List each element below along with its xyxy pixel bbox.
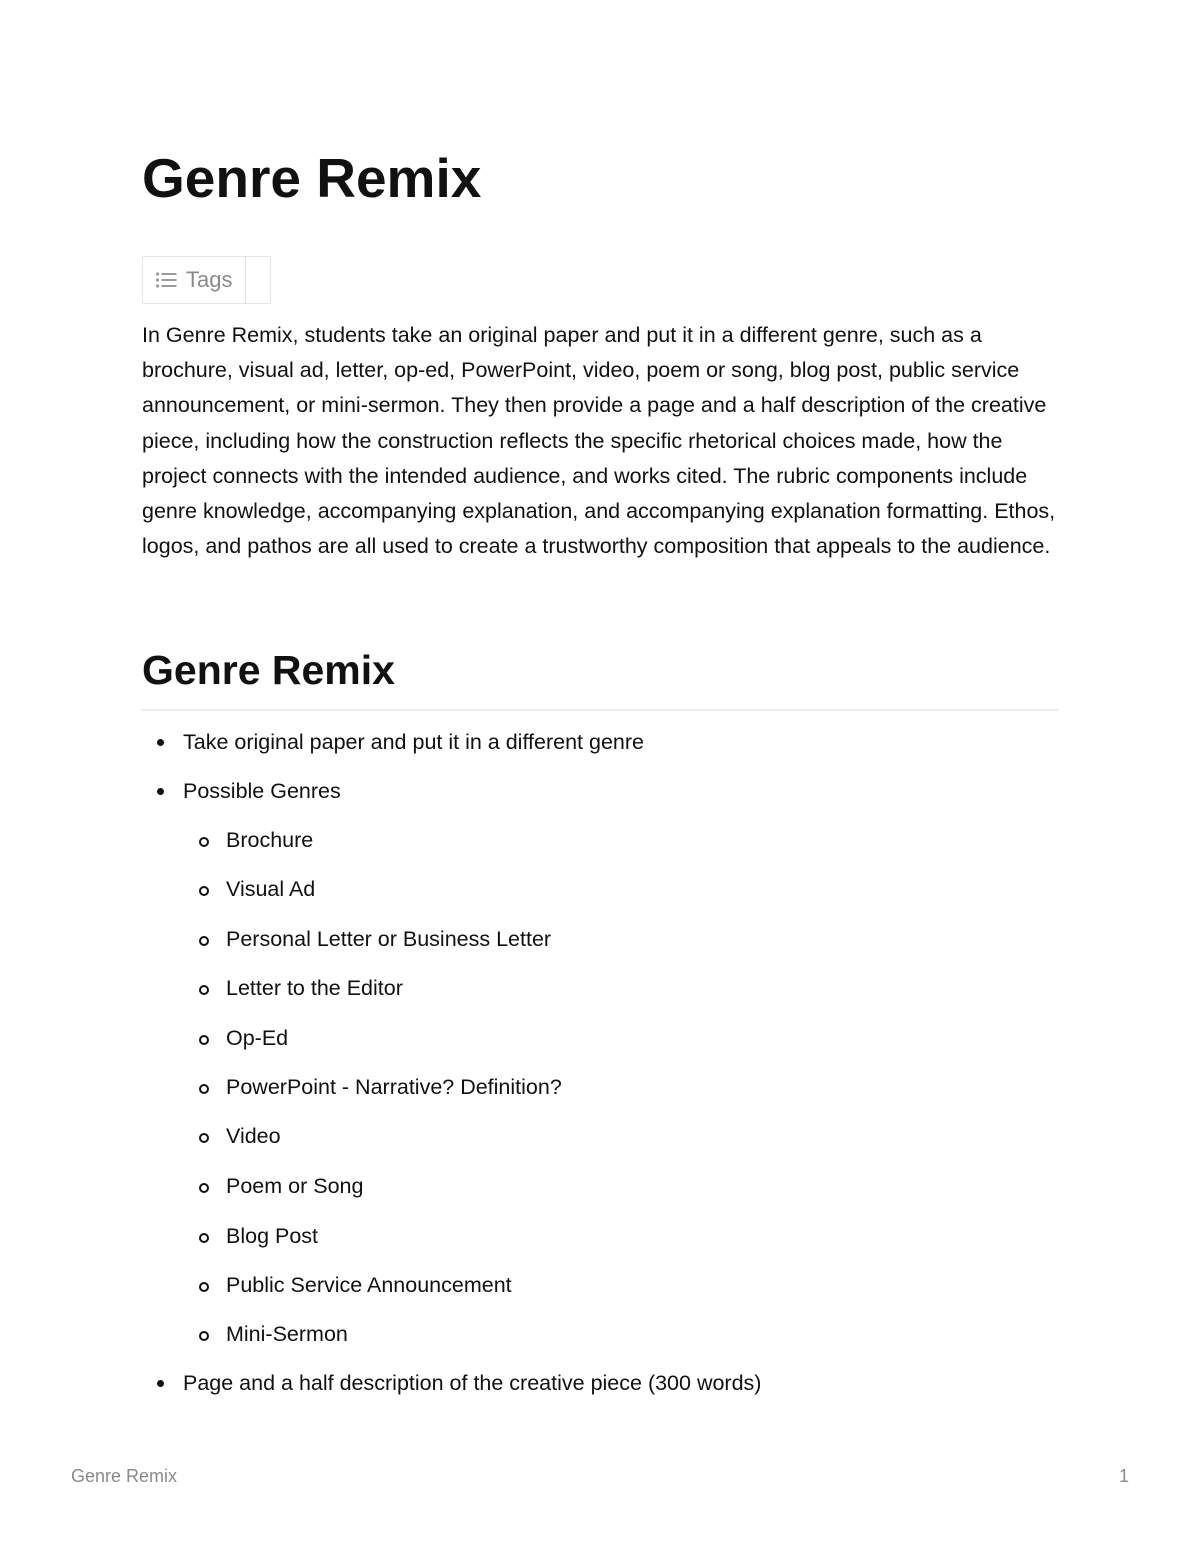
genre-list-item: Poem or Song (226, 1174, 364, 1198)
genre-list-item: Visual Ad (226, 877, 316, 901)
hollow-bullet-icon (199, 1133, 209, 1143)
section-heading: Genre Remix (142, 647, 395, 693)
hollow-bullet-icon (199, 837, 209, 847)
tags-property[interactable] (142, 256, 271, 304)
list-icon (155, 271, 177, 289)
bullet-icon (157, 739, 164, 746)
section-divider (142, 709, 1059, 711)
hollow-bullet-icon (199, 1282, 209, 1292)
list-item: Page and a half description of the creative piece (300 words) (183, 1371, 762, 1395)
genre-list-item: Letter to the Editor (226, 976, 403, 1000)
footer-title: Genre Remix (71, 1466, 178, 1486)
hollow-bullet-icon (199, 985, 209, 995)
genre-list-item: Public Service Announcement (226, 1273, 512, 1297)
hollow-bullet-icon (199, 1035, 209, 1045)
tags-value[interactable] (246, 257, 270, 303)
list-item: Possible Genres (183, 779, 341, 803)
bullet-icon (157, 1380, 164, 1387)
hollow-bullet-icon (199, 1183, 209, 1193)
genre-list-item: Brochure (226, 828, 314, 852)
bullet-icon (157, 788, 164, 795)
hollow-bullet-icon (199, 936, 209, 946)
hollow-bullet-icon (199, 1233, 209, 1243)
genre-list-item: Personal Letter or Business Letter (226, 927, 552, 951)
genre-list-item: Op-Ed (226, 1026, 289, 1050)
tags-property-label (143, 257, 246, 303)
hollow-bullet-icon (199, 1084, 209, 1094)
hollow-bullet-icon (199, 1331, 209, 1341)
genre-list-item: Blog Post (226, 1224, 319, 1248)
list-item: Take original paper and put it in a different genre (183, 730, 644, 754)
tags-label: Tags (186, 267, 233, 292)
page-title: Genre Remix (142, 147, 482, 209)
genre-list-item: PowerPoint - Narrative? Definition? (226, 1075, 562, 1099)
genre-list-item: Mini-Sermon (226, 1322, 348, 1346)
genre-list-item: Video (226, 1124, 281, 1148)
hollow-bullet-icon (199, 886, 209, 896)
page-number: 1 (1118, 1466, 1129, 1486)
intro-paragraph: In Genre Remix, students take an original paper and put it in a different genre, such as a brochure, visual ad, letter, op-ed, PowerPoint, video, poem or song, blog post, public service announcement, or mini-sermon. They then provide a page and a half description of the creative piece, including how the construction reflects the specific rhetorical choices made, how the project connects with the intended audience, and works cited. The rubric components include genre knowledge, accompanying explanation, and accompanying explanation formatting. Ethos, logos, and pathos are all used to create a trustworthy composition that appeals to the audience. (142, 323, 1056, 559)
